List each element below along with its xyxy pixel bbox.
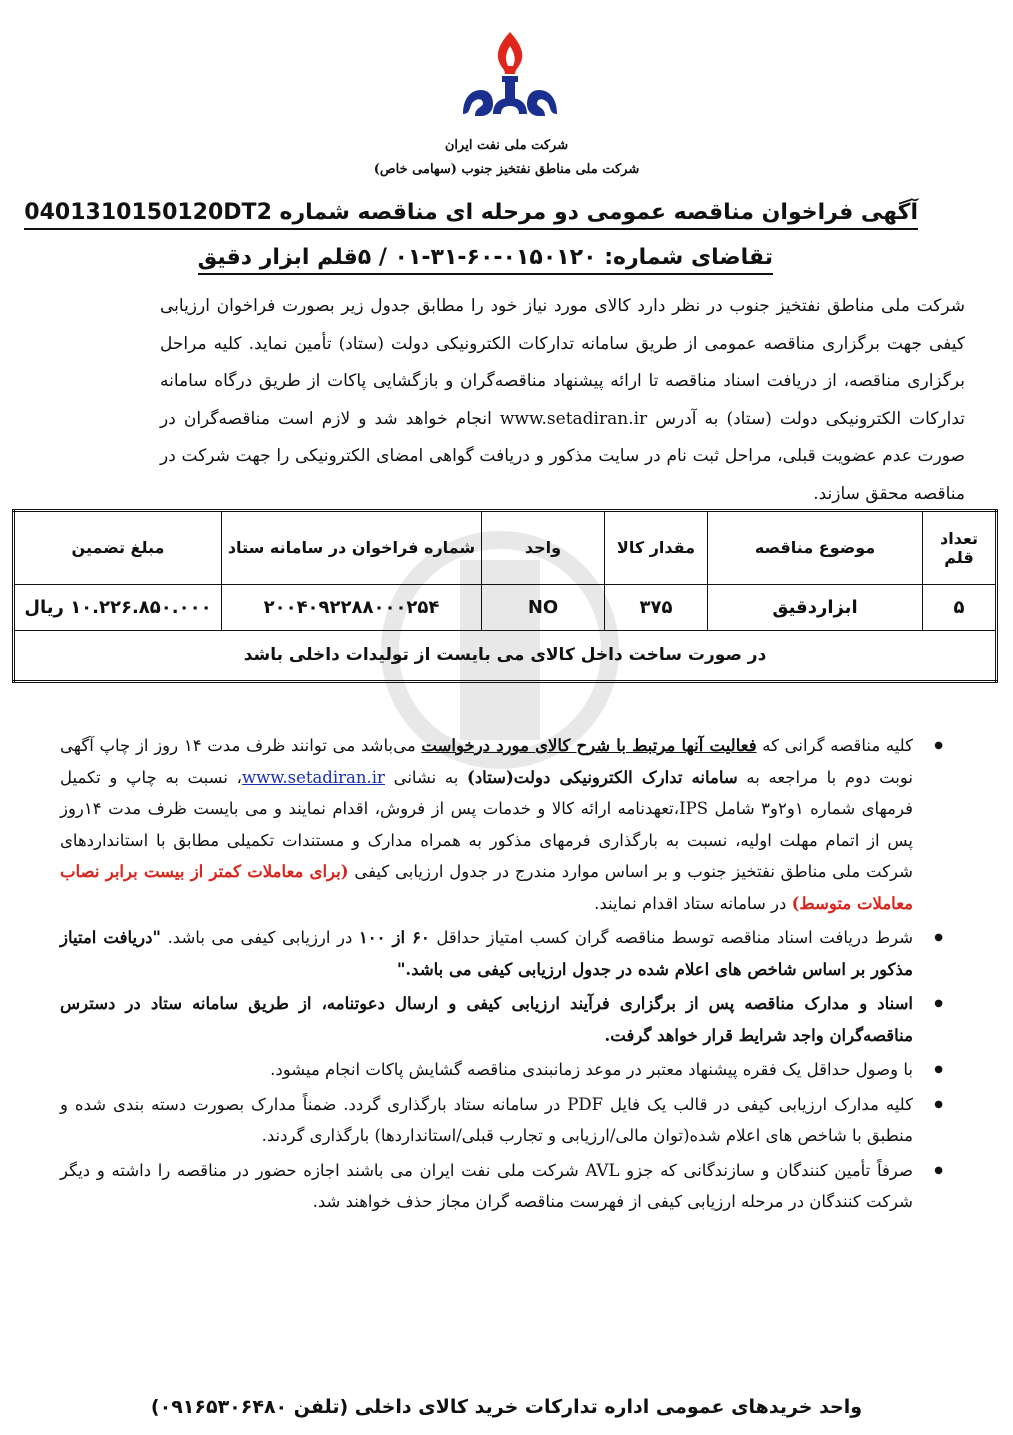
cell-setad-number: ۲۰۰۴۰۹۲۲۸۸۰۰۰۲۵۴ (222, 584, 482, 630)
header-setad-number: شماره فراخوان در سامانه ستاد (222, 511, 482, 585)
list-item (60, 730, 965, 919)
company-subsidiary: شرکت ملی مناطق نفتخیز جنوب (سهامی خاص) (373, 162, 640, 177)
intro-url[interactable]: www.setadiran.ir (499, 408, 648, 429)
b1-text-2: می‌باشد می توانند ظرف مدت ۱۴ روز از چاپ آگهی نوبت دوم با مراجعه به (60, 736, 914, 787)
header-subject: موضوع مناقصه (708, 511, 923, 585)
cell-guarantee: ۱۰.۲۲۶.۸۵۰.۰۰۰ ریال (14, 584, 222, 630)
table-row (14, 584, 997, 630)
conditions-list (60, 730, 965, 1218)
list-item: ● با وصول حداقل یک فقره پیشنهاد معتبر در موعد زمانبندی مناقصه گشایش پاکات انجام میشود. (60, 1054, 965, 1086)
table-note-row (14, 630, 997, 681)
b1-text-1: کلیه مناقصه گرانی که (762, 736, 914, 755)
header-items-count: تعداد قلم (923, 511, 997, 585)
header-guarantee: مبلغ تضمین (14, 511, 222, 585)
notice-title: آگهی فراخوان مناقصه عمومی دو مرحله ای مناقصه شماره 0401310150120DT2 (24, 200, 918, 230)
footer-contact: واحد خریدهای عمومی اداره تدارکات خرید کالای داخلی (تلفن ۰۹۱۶۵۳۰۶۴۸۰) (150, 1396, 863, 1418)
b1-underlined: فعالیت آنها مرتبط با شرح کالای مورد درخواست (421, 736, 757, 755)
header-unit: واحد (482, 511, 605, 585)
b1-red-note: (برای معاملات کمتر از بیست برابر نصاب معاملات متوسط) (60, 862, 913, 913)
tender-table (12, 509, 998, 683)
b2-text-2: در ارزیابی کیفی می باشد. (167, 928, 353, 947)
b2-bold-score: ۶۰ از ۱۰۰ (358, 928, 430, 947)
intro-text-a: شرکت ملی مناطق نفتخیز جنوب در نظر دارد کالای مورد نیاز خود را مطابق جدول زیر بصورت فراخوان ارزیابی کیفی جهت برگزاری مناقصه عمومی از طریق سامانه تدارکات الکترونیکی دولت (ستاد) تأمین نماید. کلیه مراحل برگزاری مناقصه، از دریافت اسناد مناقصه تا ارائه پیشنهاد مناقصه‌گران و بازگشایی پاکات از طریق درگاه سامانه تدارکات الکترونیکی دولت (ستاد) به آدرس (160, 296, 965, 429)
b1-text-4: ، نسبت به چاپ و تکمیل فرمهای شماره ۱و۲و۳ شامل IPS،تعهدنامه ارائه کالا و خدمات پس از فروش، اقدام نمایند و می بایست ظرف مدت ۱۴روز پس از اتمام مهلت اولیه، نسبت به بارگذاری فرمهای مذکور به همراه مدارک و مستندات تکمیلی مطابق با استانداردهای شرکت ملی مناطق نفتخیز جنوب و بر اساس موارد مندرج در جدول ارزیابی کیفی (60, 767, 913, 881)
cell-subject: ابزاردقیق (708, 584, 923, 630)
intro-text-b: انجام خواهد شد و لازم است مناقصه‌گران در صورت عدم عضویت قبلی، مراحل ثبت نام در سایت مذکور و دریافت گواهی امضای الکترونیکی را جهت شرکت در مناقصه محقق سازند. (160, 408, 965, 504)
header-quantity: مقدار کالا (605, 511, 708, 585)
list-item: ● صرفاً تأمین کنندگان و سازندگانی که جزو AVL شرکت ملی نفت ایران می باشند اجازه حضور در مناقصه را داشته و دیگر شرکت کنندگان در مرحله ارزیابی کیفی از فهرست مناقصه گران مجاز حذف خواهند شد. (60, 1155, 965, 1218)
b1-link[interactable]: www.setadiran.ir (241, 767, 385, 787)
table-header-row (14, 511, 997, 585)
intro-paragraph (160, 288, 965, 513)
b2-bold-quote: "دریافت امتیاز مذکور بر اساس شاخص های اعلام شده در جدول ارزیابی کیفی می باشد." (60, 928, 913, 979)
b2-text-1: شرط دریافت اسناد مناقصه توسط مناقصه گران کسب امتیاز حداقل (436, 928, 914, 947)
b1-text-5: در سامانه ستاد اقدام نمایند. (594, 893, 787, 913)
company-name: شرکت ملی نفت ایران (444, 138, 569, 153)
table-note: در صورت ساخت داخل کالای می بایست از تولیدات داخلی باشد (14, 630, 997, 681)
cell-quantity: ۳۷۵ (605, 584, 708, 630)
list-item: ● کلیه مدارک ارزیابی کیفی در قالب یک فایل PDF در سامانه ستاد بارگذاری گردد. ضمناً مدارک بصورت دسته بندی شده و منطبق با شاخص های اعلام شده(توان مالی/ارزیابی و تجارب قبلی/استانداردها) بارگذاری گردند. (60, 1089, 965, 1152)
nioc-flame-logo (455, 28, 565, 124)
request-number-title: تقاضای شماره: ۰۱۵۰۱۲۰-۶۰-۳۱-۰۱ / ۵قلم ابزار دقیق (198, 245, 773, 275)
cell-items-count: ۵ (923, 584, 997, 630)
b1-bold: سامانه تدارک الکترونیکی دولت(ستاد) (467, 767, 738, 787)
list-item: ● اسناد و مدارک مناقصه پس از برگزاری فرآیند ارزیابی کیفی و ارسال دعوتنامه، از طریق سامانه ستاد در دسترس مناقصه‌گران واجد شرایط قرار خواهد گرفت. (60, 988, 965, 1051)
list-item (60, 922, 965, 985)
b1-text-3: به نشانی (393, 767, 459, 787)
cell-unit: NO (482, 584, 605, 630)
